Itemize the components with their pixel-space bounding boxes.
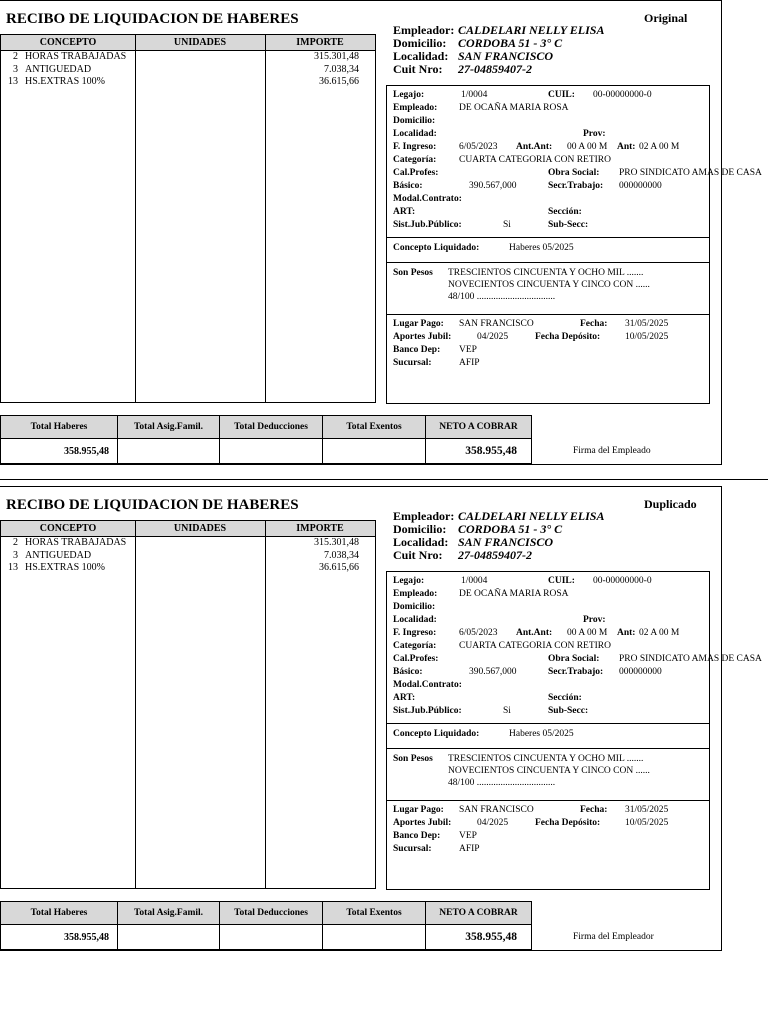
employer-cuit: 27-04859407-2 bbox=[458, 62, 532, 76]
total-haberes-value: 358.955,48 bbox=[64, 932, 109, 943]
son-pesos-line: 48/100 ................................. bbox=[448, 292, 556, 302]
concepts-header bbox=[1, 521, 375, 537]
signature-label: Firma del Empleado bbox=[573, 446, 651, 456]
totals-table bbox=[0, 901, 532, 950]
basico-value: 390.567,000 bbox=[469, 667, 517, 677]
employer-block: Empleador: CALDELARI NELLY ELISA Domicilio: CORDOBA 51 - 3° C Localidad: SAN FRANCISCO Cuit Nro: 27-04859407-2 bbox=[393, 509, 605, 562]
categoria-value: CUARTA CATEGORIA CON RETIRO bbox=[459, 155, 611, 165]
concepts-table bbox=[0, 520, 376, 889]
basico-value: 390.567,000 bbox=[469, 181, 517, 191]
employer-name: CALDELARI NELLY ELISA bbox=[458, 509, 605, 523]
employer-address: CORDOBA 51 - 3° C bbox=[458, 522, 563, 536]
obra-social-value: PRO SINDICATO AMAS DE CASA bbox=[619, 654, 762, 664]
neto-cell: NETO A COBRAR 358.955,48 bbox=[439, 908, 518, 943]
total-haberes-cell: Total Haberes 358.955,48 bbox=[1, 902, 118, 949]
copy-separator bbox=[0, 479, 768, 480]
col-concepto: CONCEPTO bbox=[39, 37, 97, 48]
total-deducciones-cell: Total Deducciones bbox=[220, 902, 323, 949]
col-importe: IMPORTE bbox=[296, 37, 344, 48]
employer-city: SAN FRANCISCO bbox=[458, 535, 554, 549]
employee-info-box: Legajo: 1/0004 CUIL: 00-00000000-0 Empleado: DE OCAÑA MARIA ROSA Domicilio: Localidad: Prov: F. Ingreso: 6/05/2023 Ant.Ant: 00 A 00 M Ant: 02 A 00 M Categoría: CUARTA CATEGORIA CON RETIRO Cal.Profes: Obra Social: PRO SINDICATO AMAS DE CASA Básico: 390.567,000 Secr.Trabajo: 000000000 Modal.Contrato: ART: Sección: Sist.Jub.Público: Si Sub-Secc: Concepto Liquidado: Haberes 05/2025 Son Pesos TRESCIENTOS CINCUENTA Y OCHO MIL ....... NOVECIENTOS CINCUENTA Y CINCO CON ...... 48/100 ................................. Lugar Pago: SAN FRANCISCO Fecha: 31/05/2025 Aportes Jubil: 04/2025 Fecha Depósito: 10/05/2025 Banco Dep: VEP Sucursal: AFIP bbox=[386, 571, 710, 890]
employer-address: CORDOBA 51 - 3° C bbox=[458, 36, 563, 50]
legajo-value: 1/0004 bbox=[461, 576, 488, 586]
liquidacion-value: Haberes 05/2025 bbox=[509, 243, 574, 253]
employee-info-box: Legajo: 1/0004 CUIL: 00-00000000-0 Empleado: DE OCAÑA MARIA ROSA Domicilio: Localidad: Prov: F. Ingreso: 6/05/2023 Ant.Ant: 00 A 00 M Ant: 02 A 00 M Categoría: CUARTA CATEGORIA CON RETIRO Cal.Profes: Obra Social: PRO SINDICATO AMAS DE CASA Básico: 390.567,000 Secr.Trabajo: 000000000 Modal.Contrato: ART: Sección: Sist.Jub.Público: Si Sub-Secc: Concepto Liquidado: Haberes 05/2025 Son Pesos TRESCIENTOS CINCUENTA Y OCHO MIL ....... NOVECIENTOS CINCUENTA Y CINCO CON ...... 48/100 ................................. Lugar Pago: SAN FRANCISCO Fecha: 31/05/2025 Aportes Jubil: 04/2025 Fecha Depósito: 10/05/2025 Banco Dep: VEP Sucursal: AFIP bbox=[386, 85, 710, 404]
total-asig-cell: Total Asig.Famil. bbox=[118, 416, 220, 463]
employee-name: DE OCAÑA MARIA ROSA bbox=[459, 103, 569, 113]
total-deducciones-cell: Total Deducciones bbox=[220, 416, 323, 463]
total-exentos-cell: Total Exentos bbox=[323, 416, 426, 463]
total-haberes-value: 358.955,48 bbox=[64, 446, 109, 457]
neto-value: 358.955,48 bbox=[465, 931, 517, 943]
receipt-original bbox=[0, 0, 768, 485]
table-row: 3 ANTIGUEDAD 7.038,34 bbox=[13, 64, 359, 75]
col-unidades: UNIDADES bbox=[173, 523, 227, 534]
employer-block: Empleador: CALDELARI NELLY ELISA Domicilio: CORDOBA 51 - 3° C Localidad: SAN FRANCISCO Cuit Nro: 27-04859407-2 bbox=[393, 23, 605, 76]
son-pesos-line: 48/100 ................................. bbox=[448, 778, 556, 788]
son-pesos-line: TRESCIENTOS CINCUENTA Y OCHO MIL ....... bbox=[448, 268, 644, 278]
col-unidades: UNIDADES bbox=[173, 37, 227, 48]
legajo-value: 1/0004 bbox=[461, 90, 488, 100]
table-row: 2 HORAS TRABAJADAS 315.301,48 bbox=[13, 537, 359, 548]
neto-value: 358.955,48 bbox=[465, 445, 517, 457]
total-exentos-cell: Total Exentos bbox=[323, 902, 426, 949]
son-pesos-line: NOVECIENTOS CINCUENTA Y CINCO CON ...... bbox=[448, 766, 650, 776]
payment-date: 31/05/2025 bbox=[625, 805, 669, 815]
categoria-value: CUARTA CATEGORIA CON RETIRO bbox=[459, 641, 611, 651]
employer-name: CALDELARI NELLY ELISA bbox=[458, 23, 605, 37]
son-pesos-line: TRESCIENTOS CINCUENTA Y OCHO MIL ....... bbox=[448, 754, 644, 764]
total-asig-cell: Total Asig.Famil. bbox=[118, 902, 220, 949]
receipt-duplicate bbox=[0, 486, 768, 971]
liquidacion-value: Haberes 05/2025 bbox=[509, 729, 574, 739]
total-haberes-cell: Total Haberes 358.955,48 bbox=[1, 416, 118, 463]
col-importe: IMPORTE bbox=[296, 523, 344, 534]
table-row: 2 HORAS TRABAJADAS 315.301,48 bbox=[13, 51, 359, 62]
receipt-title: RECIBO DE LIQUIDACION DE HABERES bbox=[6, 11, 299, 27]
table-row: 13 HS.EXTRAS 100% 36.615,66 bbox=[8, 76, 359, 87]
table-row: 3 ANTIGUEDAD 7.038,34 bbox=[13, 550, 359, 561]
copy-tag: Original bbox=[644, 11, 688, 25]
table-row: 13 HS.EXTRAS 100% 36.615,66 bbox=[8, 562, 359, 573]
obra-social-value: PRO SINDICATO AMAS DE CASA bbox=[619, 168, 762, 178]
cuil-value: 00-00000000-0 bbox=[593, 576, 652, 586]
receipt-title: RECIBO DE LIQUIDACION DE HABERES bbox=[6, 497, 299, 513]
neto-cell: NETO A COBRAR 358.955,48 bbox=[439, 422, 518, 457]
employee-name: DE OCAÑA MARIA ROSA bbox=[459, 589, 569, 599]
signature-label: Firma del Empleador bbox=[573, 932, 654, 942]
employer-city: SAN FRANCISCO bbox=[458, 49, 554, 63]
totals-table bbox=[0, 415, 532, 464]
concepts-table bbox=[0, 34, 376, 403]
son-pesos-line: NOVECIENTOS CINCUENTA Y CINCO CON ...... bbox=[448, 280, 650, 290]
cuil-value: 00-00000000-0 bbox=[593, 90, 652, 100]
copy-tag: Duplicado bbox=[644, 497, 697, 511]
payment-date: 31/05/2025 bbox=[625, 319, 669, 329]
concepts-header bbox=[1, 35, 375, 51]
employer-cuit: 27-04859407-2 bbox=[458, 548, 532, 562]
col-concepto: CONCEPTO bbox=[39, 523, 97, 534]
